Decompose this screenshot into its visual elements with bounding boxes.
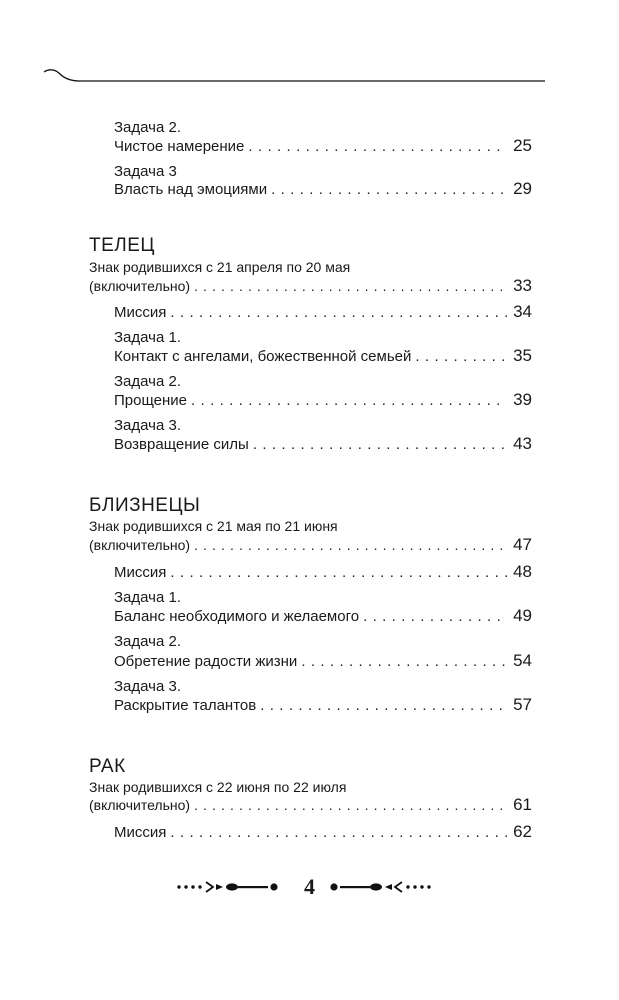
toc-entry-page: 29 — [513, 179, 532, 198]
toc-entry-page: 54 — [513, 651, 532, 670]
toc-entry-label: Задача 3. — [114, 678, 182, 695]
toc-entry-title: Возвращение силы — [114, 436, 249, 453]
dot-leader — [260, 696, 507, 716]
toc-entry[interactable] — [114, 695, 532, 716]
toc-entry-label: Задача 2. — [114, 119, 182, 136]
toc-entry[interactable] — [114, 179, 532, 200]
toc-entry-label: Задача 1. — [114, 329, 182, 346]
toc-entry-title: Контакт с ангелами, божественной семьей — [114, 348, 412, 365]
toc-entry-page: 25 — [513, 136, 532, 155]
toc-entry-page: 47 — [513, 535, 532, 554]
toc-entry-page: 57 — [513, 695, 532, 714]
toc-entry-label: Задача 2. — [114, 633, 182, 650]
toc-entry-page: 35 — [513, 346, 532, 365]
section-heading: ТЕЛЕЦ — [89, 235, 155, 256]
toc-entry-label: Задача 3 — [114, 163, 177, 180]
dot-leader — [248, 137, 507, 157]
toc-entry[interactable] — [89, 535, 532, 555]
toc-entry-page: 61 — [513, 795, 532, 814]
dot-leader — [170, 563, 507, 583]
dot-leader — [194, 795, 507, 815]
toc-entry[interactable] — [114, 302, 532, 323]
toc-entry-label: Задача 1. — [114, 589, 182, 606]
toc-entry-title: Обретение радости жизни — [114, 653, 298, 670]
toc-entry-title: Прощение — [114, 392, 187, 409]
toc-entry-page: 39 — [513, 390, 532, 409]
toc-entry-title: Чистое намерение — [114, 138, 245, 155]
dot-leader — [170, 823, 507, 843]
toc-entry-title: (включительно) — [89, 797, 191, 813]
toc-entry[interactable] — [114, 651, 532, 672]
toc-entry-page: 62 — [513, 822, 532, 841]
section-heading: РАК — [89, 756, 126, 777]
dot-leader — [191, 391, 507, 411]
section-heading: БЛИЗНЕЦЫ — [89, 495, 201, 516]
toc-entry[interactable] — [114, 136, 532, 157]
header-ornament-rule — [40, 62, 545, 92]
toc-entry-title: Баланс необходимого и желаемого — [114, 608, 360, 625]
page-footer — [0, 873, 619, 903]
toc-entry[interactable] — [114, 822, 532, 843]
dot-leader — [301, 652, 507, 672]
toc-entry-page: 43 — [513, 434, 532, 453]
dot-leader — [363, 607, 507, 627]
toc-entry[interactable] — [114, 606, 532, 627]
toc-entry-title: Миссия — [114, 824, 167, 841]
dot-leader — [194, 276, 507, 296]
toc-entry-title: Власть над эмоциями — [114, 181, 268, 198]
toc-entry-label: Задача 3. — [114, 417, 182, 434]
toc-entry[interactable] — [114, 346, 532, 367]
toc-entry[interactable] — [114, 390, 532, 411]
toc-entry-title: (включительно) — [89, 278, 191, 294]
toc-entry-page: 33 — [513, 276, 532, 295]
toc-entry-title: Миссия — [114, 304, 167, 321]
toc-entry-page: 48 — [513, 562, 532, 581]
section-intro-line: Знак родившихся с 21 апреля по 20 мая — [89, 259, 351, 275]
toc-entry[interactable] — [89, 276, 532, 296]
toc-entry[interactable] — [114, 562, 532, 583]
section-intro-line: Знак родившихся с 22 июня по 22 июля — [89, 779, 347, 795]
toc-entry-label: Задача 2. — [114, 373, 182, 390]
toc-entry[interactable] — [114, 434, 532, 455]
page-number: 4 — [304, 874, 315, 899]
dot-leader — [253, 435, 507, 455]
toc-entry-title: Раскрытие талантов — [114, 697, 257, 714]
toc-entry-page: 34 — [513, 302, 532, 321]
toc-entry-page: 49 — [513, 606, 532, 625]
dot-leader — [194, 535, 507, 555]
dot-leader — [271, 180, 507, 200]
toc-entry-title: (включительно) — [89, 537, 191, 553]
dot-leader — [415, 347, 507, 367]
toc-entry-title: Миссия — [114, 564, 167, 581]
section-intro-line: Знак родившихся с 21 мая по 21 июня — [89, 518, 338, 534]
dot-leader — [170, 303, 507, 323]
toc-entry[interactable] — [89, 795, 532, 815]
footer-ornament-right — [326, 873, 432, 903]
